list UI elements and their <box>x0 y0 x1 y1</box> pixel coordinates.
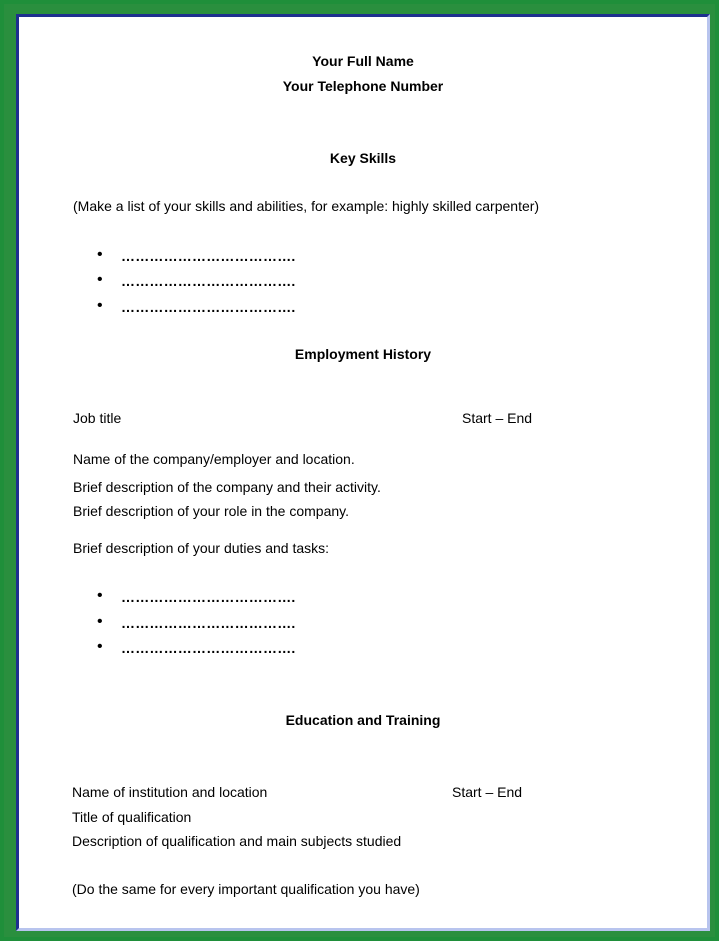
employment-dates: Start – End <box>462 410 533 426</box>
list-item: ………………………………. <box>121 299 296 315</box>
key-skills-instruction: (Make a list of your skills and abilities, for example: highly skilled carpenter) <box>73 198 540 214</box>
bullet-icon: • <box>97 613 103 630</box>
telephone-number: Your Telephone Number <box>282 78 444 94</box>
list-item: ………………………………. <box>121 615 296 631</box>
bullet-icon: • <box>97 638 103 655</box>
role-description: Brief description of your role in the company. <box>73 503 349 519</box>
list-item: ………………………………. <box>121 248 296 264</box>
key-skills-heading: Key Skills <box>329 150 397 166</box>
company-name: Name of the company/employer and location. <box>73 451 355 467</box>
education-training-heading: Education and Training <box>285 712 441 728</box>
institution-name: Name of institution and location <box>72 784 268 800</box>
job-title: Job title <box>73 410 122 426</box>
list-item: ………………………………. <box>121 273 296 289</box>
list-item: ………………………………. <box>121 640 296 656</box>
education-dates: Start – End <box>452 784 523 800</box>
qualification-note: (Do the same for every important qualification you have) <box>72 881 420 897</box>
qualification-description: Description of qualification and main subjects studied <box>72 833 402 849</box>
page-frame <box>4 4 715 937</box>
duties-description: Brief description of your duties and tasks: <box>73 540 330 556</box>
company-description: Brief description of the company and their activity. <box>73 479 381 495</box>
bullet-icon: • <box>97 587 103 604</box>
resume-page <box>16 14 710 931</box>
bullet-icon: • <box>97 246 103 263</box>
bullet-icon: • <box>97 271 103 288</box>
full-name: Your Full Name <box>312 53 414 69</box>
bullet-icon: • <box>97 297 103 314</box>
list-item: ………………………………. <box>121 589 296 605</box>
qualification-title: Title of qualification <box>72 809 192 825</box>
employment-history-heading: Employment History <box>294 346 432 362</box>
